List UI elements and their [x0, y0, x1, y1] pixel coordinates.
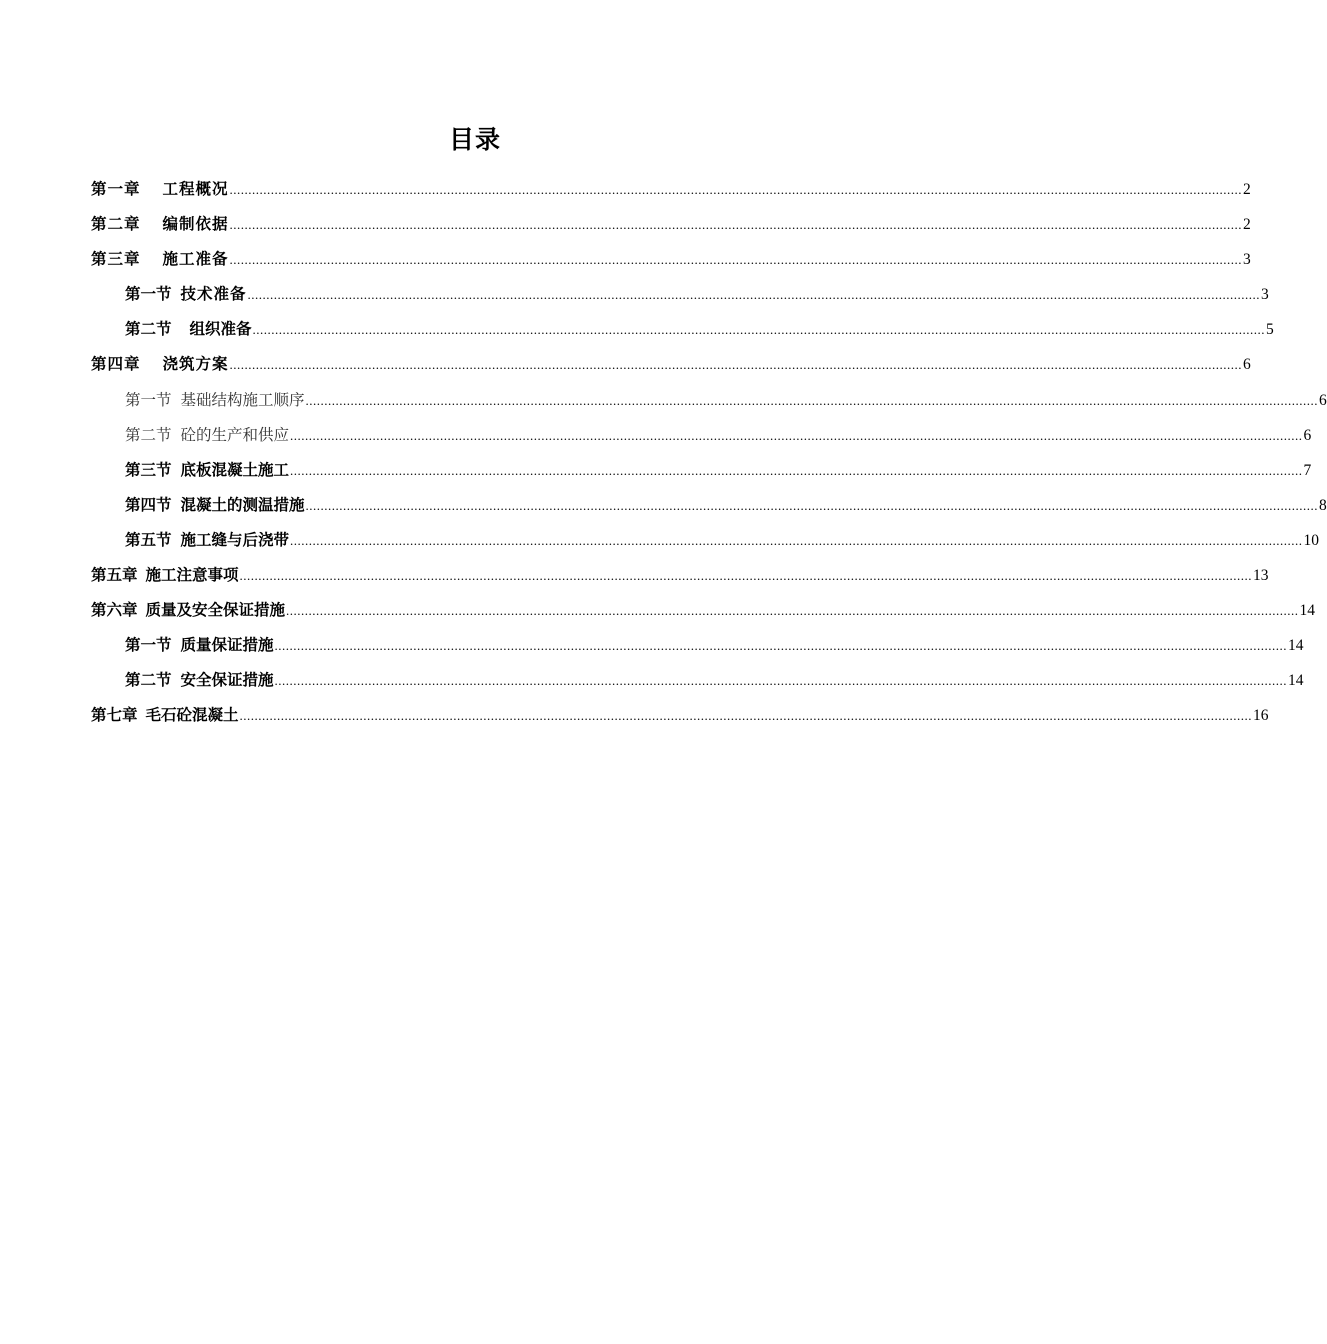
toc-entry-number: 第四章	[91, 355, 141, 374]
toc-entry-page: 6	[1319, 391, 1327, 409]
toc-dot-leader: ..............................................................................................................................................................................................................................................................................	[274, 638, 1288, 654]
toc-entry-label: 安全保证措施	[180, 671, 274, 690]
toc-entry-label: 砼的生产和供应	[180, 425, 290, 444]
toc-entry-section-6-2[interactable]	[91, 663, 1304, 698]
toc-dot-leader: ..............................................................................................................................................................................................................................................................................	[305, 392, 1319, 408]
toc-entry-page: 5	[1266, 321, 1274, 339]
toc-entry-number: 第一章	[91, 180, 141, 198]
toc-dot-leader: ..............................................................................................................................................................................................................................................................................	[239, 568, 1253, 584]
toc-entry-label: 施工注意事项	[145, 566, 239, 585]
toc-entry-label: 工程概况	[162, 180, 229, 198]
toc-entry-number: 第二节	[125, 671, 172, 690]
toc-entry-number: 第二节	[125, 425, 172, 444]
toc-dot-leader: ..............................................................................................................................................................................................................................................................................	[229, 217, 1243, 233]
toc-entry-chapter-2[interactable]	[91, 207, 1251, 242]
toc-dot-leader: ..............................................................................................................................................................................................................................................................................	[274, 673, 1288, 689]
toc-entry-number: 第五章	[91, 566, 138, 585]
toc-entry-page: 13	[1253, 567, 1269, 585]
toc-entry-section-4-3[interactable]	[91, 453, 1312, 488]
toc-entry-number: 第三章	[91, 250, 141, 269]
toc-dot-leader: ..............................................................................................................................................................................................................................................................................	[290, 532, 1303, 548]
toc-entry-section-3-2[interactable]	[91, 312, 1274, 347]
toc-entry-page: 7	[1303, 461, 1312, 479]
toc-entry-number: 第一节	[125, 390, 172, 409]
toc-entry-number: 第六章	[91, 601, 138, 620]
toc-entry-page: 2	[1243, 216, 1251, 234]
toc-entry-label: 质量及安全保证措施	[145, 601, 286, 620]
toc-entry-number: 第七章	[91, 706, 138, 725]
toc-entry-label: 混凝土的测温措施	[180, 495, 305, 514]
toc-entry-page: 6	[1303, 426, 1312, 444]
toc-dot-leader: ..............................................................................................................................................................................................................................................................................	[305, 497, 1319, 513]
toc-entry-chapter-7[interactable]	[91, 698, 1269, 733]
toc-entry-section-4-1[interactable]	[91, 383, 1327, 418]
toc-entry-number: 第一节	[125, 285, 172, 304]
table-of-contents	[91, 172, 1327, 734]
toc-entry-chapter-1[interactable]	[91, 172, 1251, 207]
toc-dot-leader: ..............................................................................................................................................................................................................................................................................	[286, 603, 1299, 619]
toc-entry-label: 浇筑方案	[162, 355, 229, 374]
toc-entry-page: 8	[1319, 496, 1327, 514]
toc-entry-label: 质量保证措施	[180, 636, 274, 655]
toc-entry-page: 10	[1303, 531, 1320, 549]
toc-dot-leader: ..............................................................................................................................................................................................................................................................................	[290, 427, 1303, 443]
toc-entry-page: 14	[1288, 672, 1304, 690]
toc-entry-section-4-2[interactable]	[91, 418, 1312, 453]
toc-entry-chapter-6[interactable]	[91, 593, 1316, 628]
toc-entry-number: 第二节	[125, 320, 172, 339]
toc-dot-leader: ..............................................................................................................................................................................................................................................................................	[229, 357, 1243, 373]
toc-dot-leader: ..............................................................................................................................................................................................................................................................................	[239, 708, 1253, 724]
toc-title: 目录	[448, 125, 501, 154]
toc-entry-number: 第一节	[125, 636, 172, 655]
toc-dot-leader: ..............................................................................................................................................................................................................................................................................	[229, 252, 1243, 268]
toc-entry-chapter-5[interactable]	[91, 558, 1269, 593]
toc-entry-label: 施工准备	[162, 250, 229, 269]
toc-entry-label: 底板混凝土施工	[180, 460, 290, 479]
toc-entry-section-3-1[interactable]	[91, 277, 1269, 312]
toc-entry-page: 3	[1261, 286, 1269, 304]
toc-entry-label: 毛石砼混凝土	[145, 706, 239, 725]
toc-dot-leader: ..............................................................................................................................................................................................................................................................................	[252, 322, 1266, 338]
toc-entry-number: 第二章	[91, 215, 141, 234]
toc-entry-label: 技术准备	[180, 285, 247, 304]
toc-entry-section-4-5[interactable]	[91, 523, 1320, 558]
toc-entry-number: 第三节	[125, 460, 172, 479]
toc-entry-section-6-1[interactable]	[91, 628, 1304, 663]
toc-entry-page: 3	[1243, 251, 1251, 269]
toc-entry-section-4-4[interactable]	[91, 488, 1327, 523]
toc-entry-number: 第五节	[125, 530, 172, 549]
toc-entry-label: 施工缝与后浇带	[180, 530, 290, 549]
toc-entry-number: 第四节	[125, 495, 172, 514]
toc-entry-label: 基础结构施工顺序	[180, 390, 305, 409]
toc-dot-leader: ..............................................................................................................................................................................................................................................................................	[229, 182, 1243, 197]
toc-dot-leader: ..............................................................................................................................................................................................................................................................................	[247, 287, 1261, 303]
toc-entry-label: 编制依据	[162, 215, 229, 234]
toc-dot-leader: ..............................................................................................................................................................................................................................................................................	[290, 462, 1303, 478]
toc-entry-page: 14	[1288, 637, 1304, 655]
toc-entry-page: 14	[1299, 602, 1316, 620]
toc-entry-page: 16	[1253, 707, 1269, 725]
toc-entry-page: 6	[1243, 356, 1251, 374]
toc-entry-chapter-3[interactable]	[91, 242, 1251, 277]
toc-entry-page: 2	[1243, 181, 1251, 198]
toc-entry-label: 组织准备	[189, 320, 252, 339]
toc-entry-chapter-4[interactable]	[91, 347, 1251, 382]
